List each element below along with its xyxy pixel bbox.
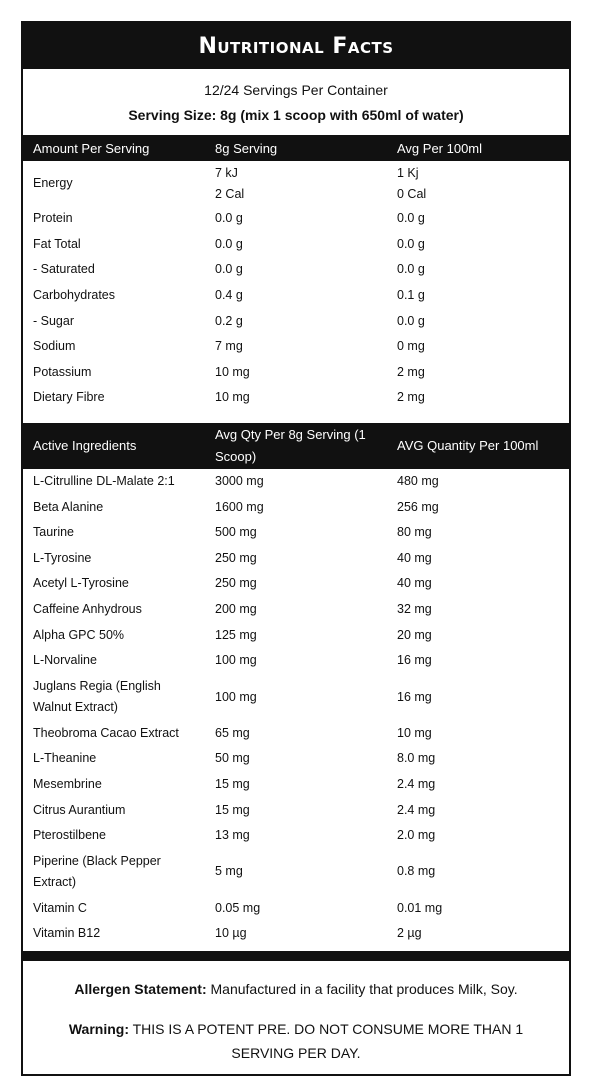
item-serving-value: 7 mg — [215, 339, 243, 354]
item-serving-value: 100 mg — [215, 689, 257, 704]
servings-per-container: 12/24 Servings Per Container — [204, 82, 388, 98]
item-avg-value: 0.1 g — [397, 288, 425, 303]
item-serving-value: 0.05 mg — [215, 900, 261, 915]
table-row — [23, 360, 569, 386]
table-row — [23, 721, 569, 747]
nutrition-title: Nutritional Facts — [23, 23, 569, 69]
header-amount-per-serving: Amount Per Serving — [33, 140, 150, 156]
item-name: Vitamin B12 — [33, 926, 101, 941]
item-serving-value: 250 mg — [215, 576, 257, 591]
table-row — [23, 772, 569, 798]
table-row — [23, 746, 569, 772]
header-8g-serving: 8g Serving — [215, 140, 278, 156]
table-row — [23, 648, 569, 674]
table-row — [23, 232, 569, 258]
item-avg-value: 16 mg — [397, 653, 432, 668]
item-serving-value: 250 mg — [215, 550, 257, 565]
item-serving-value: 15 mg — [215, 802, 250, 817]
item-serving-value: 15 mg — [215, 776, 250, 791]
item-avg-value: 16 mg — [397, 689, 432, 704]
item-name: Juglans Regia (English Walnut Extract) — [33, 679, 161, 714]
item-serving-value: 0.0 g — [215, 236, 243, 251]
item-avg-value: 2.0 mg — [397, 828, 436, 843]
item-name: Fat Total — [33, 236, 81, 251]
item-avg-value: 0.01 mg — [397, 900, 443, 915]
table-row — [23, 520, 569, 546]
energy-avg-values — [387, 161, 569, 206]
item-serving-value: 125 mg — [215, 627, 257, 642]
item-avg-value: 0.0 g — [397, 313, 425, 328]
item-avg-value: 80 mg — [397, 525, 432, 540]
item-avg-value: 2.4 mg — [397, 776, 436, 791]
table-row — [23, 334, 569, 360]
item-name: Acetyl L-Tyrosine — [33, 576, 129, 591]
item-avg-value: 32 mg — [397, 602, 432, 617]
table-row — [23, 921, 569, 947]
energy-avg-cal: 0 Cal — [397, 186, 427, 201]
allergen-text: Manufactured in a facility that produces Milk, Soy. — [206, 980, 518, 997]
nutrient-name: Energy — [33, 176, 73, 190]
table-row — [23, 308, 569, 334]
item-avg-value: 2 mg — [397, 364, 425, 379]
item-name: Caffeine Anhydrous — [33, 602, 142, 617]
header-avg-per-100ml: Avg Per 100ml — [397, 140, 483, 156]
item-avg-value: 256 mg — [397, 499, 439, 514]
serving-size: Serving Size: 8g (mix 1 scoop with 650ml of water) — [128, 107, 464, 123]
item-avg-value: 0 mg — [397, 339, 425, 354]
header-avg-quantity-per-100ml: AVG Quantity Per 100ml — [397, 437, 539, 453]
item-serving-value: 0.0 g — [215, 211, 243, 226]
item-avg-value: 20 mg — [397, 627, 432, 642]
item-avg-value: 2.4 mg — [397, 802, 436, 817]
warning-text: THIS IS A POTENT PRE. DO NOT CONSUME MORE THAN 1 SERVING PER DAY. — [128, 1020, 524, 1061]
table-row — [23, 823, 569, 849]
table-row — [23, 797, 569, 823]
item-avg-value: 480 mg — [397, 474, 439, 489]
item-name: Piperine (Black Pepper Extract) — [33, 853, 161, 889]
warning-label: Warning: — [68, 1020, 129, 1037]
item-serving-value: 10 mg — [215, 364, 250, 379]
statements — [23, 961, 569, 1065]
item-name: L-Citrulline DL-Malate 2:1 — [33, 474, 175, 489]
table-row — [23, 597, 569, 623]
item-name: L-Theanine — [33, 751, 97, 766]
item-name: Potassium — [33, 364, 92, 379]
item-name: Taurine — [33, 525, 74, 540]
bottom-divider — [23, 951, 569, 961]
table-row — [23, 674, 569, 721]
header-avg-qty-per-serving: Avg Qty Per 8g Serving (1 Scoop) — [215, 426, 366, 464]
item-avg-value: 8.0 mg — [397, 751, 436, 766]
allergen-statement — [37, 977, 555, 1001]
item-name: Protein — [33, 211, 73, 226]
item-name: Pterostilbene — [33, 828, 106, 843]
item-serving-value: 0.0 g — [215, 262, 243, 277]
table-row-energy — [23, 161, 569, 206]
energy-serving-cal: 2 Cal — [215, 186, 245, 201]
table-row — [23, 546, 569, 572]
active-ingredients-table — [23, 469, 569, 947]
table-row — [23, 895, 569, 921]
item-avg-value: 2 mg — [397, 390, 425, 405]
item-serving-value: 10 mg — [215, 390, 250, 405]
item-serving-value: 10 µg — [215, 926, 247, 941]
table-row — [23, 257, 569, 283]
serving-info — [23, 69, 569, 135]
item-avg-value: 10 mg — [397, 725, 432, 740]
table-row — [23, 848, 569, 895]
item-serving-value: 0.4 g — [215, 288, 243, 303]
item-name: Vitamin C — [33, 900, 87, 915]
item-name: Citrus Aurantium — [33, 802, 126, 817]
item-serving-value: 500 mg — [215, 525, 257, 540]
allergen-label: Allergen Statement: — [74, 980, 207, 997]
nutrition-table — [23, 161, 569, 411]
item-avg-value: 0.0 g — [397, 262, 425, 277]
warning-statement — [37, 1017, 555, 1065]
table-row — [23, 385, 569, 411]
nutrition-table-header — [23, 135, 569, 161]
item-name: L-Tyrosine — [33, 550, 92, 565]
table-row — [23, 283, 569, 309]
item-serving-value: 13 mg — [215, 828, 250, 843]
item-avg-value: 2 µg — [397, 926, 422, 941]
item-serving-value: 1600 mg — [215, 499, 264, 514]
item-serving-value: 65 mg — [215, 725, 250, 740]
item-name: Carbohydrates — [33, 288, 115, 303]
item-name: Beta Alanine — [33, 499, 104, 514]
item-avg-value: 0.8 mg — [397, 864, 436, 879]
table-row — [23, 469, 569, 495]
item-name: L-Norvaline — [33, 653, 97, 668]
energy-serving-kj: 7 kJ — [215, 165, 238, 180]
item-serving-value: 5 mg — [215, 864, 243, 879]
item-name: Sodium — [33, 339, 76, 354]
table-row — [23, 571, 569, 597]
active-table-header — [23, 423, 569, 469]
header-active-ingredients: Active Ingredients — [33, 437, 137, 453]
item-avg-value: 0.0 g — [397, 236, 425, 251]
item-avg-value: 40 mg — [397, 576, 432, 591]
item-avg-value: 0.0 g — [397, 211, 425, 226]
item-serving-value: 3000 mg — [215, 474, 264, 489]
item-name: Dietary Fibre — [33, 390, 105, 405]
table-row — [23, 622, 569, 648]
item-name: - Saturated — [33, 262, 95, 277]
item-serving-value: 100 mg — [215, 653, 257, 668]
item-serving-value: 200 mg — [215, 602, 257, 617]
item-name: Mesembrine — [33, 776, 102, 791]
energy-serving-values — [205, 161, 387, 206]
item-serving-value: 0.2 g — [215, 313, 243, 328]
item-avg-value: 40 mg — [397, 550, 432, 565]
item-serving-value: 50 mg — [215, 751, 250, 766]
item-name: Theobroma Cacao Extract — [33, 725, 179, 740]
energy-avg-kj: 1 Kj — [397, 165, 419, 180]
table-row — [23, 206, 569, 232]
table-row — [23, 494, 569, 520]
item-name: Alpha GPC 50% — [33, 627, 125, 642]
nutrition-facts-panel — [21, 21, 571, 1076]
item-name: - Sugar — [33, 313, 74, 328]
